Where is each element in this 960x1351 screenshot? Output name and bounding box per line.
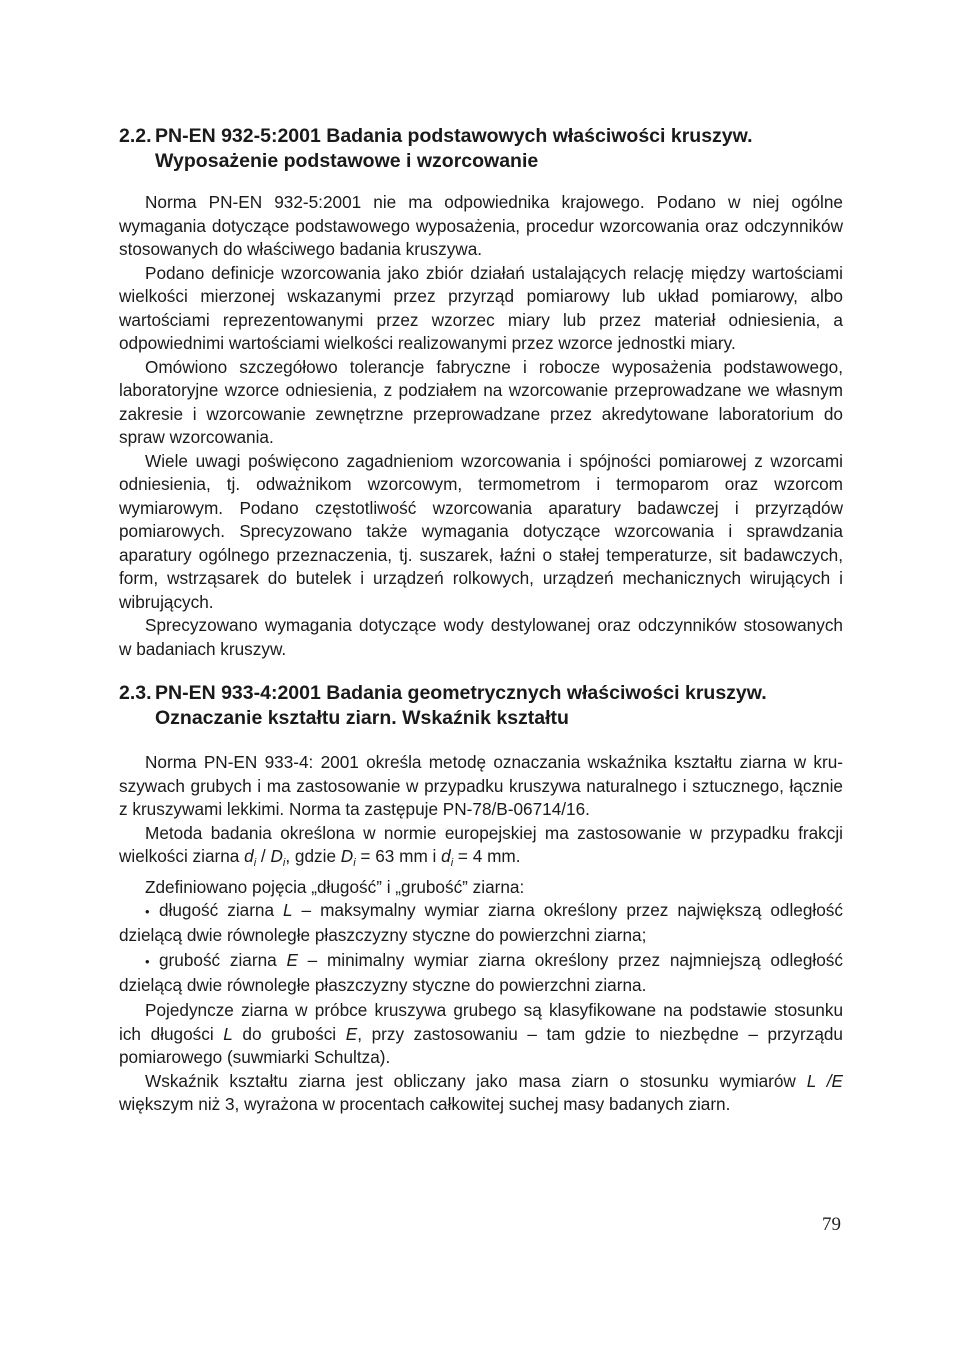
formula-di: $d_i$ bbox=[244, 846, 257, 869]
bullet-icon: • bbox=[145, 904, 150, 919]
paragraph: Norma PN-EN 933-4: 2001 określa metodę oznaczania wskaźnika kształtu ziarna w kruszywach grubych i ma zastosowanie w przypadku kruszywa naturalnego i sztucznego, łącznie z kruszywami lekkimi. Norma ta zastępuje PN-78/B-06714/16. bbox=[119, 752, 843, 819]
section-title-line-1: PN-EN 933-4:2001 Badania geometrycznych właściwości kruszyw. bbox=[155, 682, 767, 704]
section-number: 2.3. bbox=[119, 682, 152, 704]
list-item: • długość ziarna L – maksymalny wymiar ziarna określony przez największą odległość dzielącą dwie równoległe płaszczyzny styczne do powierzchni ziarna; bbox=[119, 900, 843, 945]
section-2-2 bbox=[119, 124, 843, 661]
paragraph: Norma PN-EN 932-5:2001 nie ma odpowiednika krajowego. Podano w niej ogólne wymagania dotyczące podstawowego wyposażenia, procedur wzorcowania oraz odczynników stosowanych do właściwego badania kruszywa. bbox=[119, 192, 843, 259]
paragraph: Pojedyncze ziarna w próbce kruszywa grubego są klasyfikowane na podstawie stosunku ich długości L do grubości E, przy zastosowaniu – tam gdzie to niezbędne – przyrządu pomiarowego (suwmiarki Schultza). bbox=[119, 1000, 843, 1067]
section-title-line-2: Oznaczanie kształtu ziarn. Wskaźnik kształtu bbox=[155, 707, 569, 729]
paragraph-with-formula: Metoda badania określona w normie europejskiej ma zastosowanie w przypadku frakcji wielkości ziarna $d_i / D_i$, gdzie $D_i = 63$ mm i $d_i = 4$ mm. bbox=[119, 822, 843, 869]
section-number: 2.2. bbox=[119, 125, 152, 147]
paragraph: Omówiono szczegółowo tolerancje fabryczne i robocze wyposażenia podstawowego, laboratoryjne wzorce odniesienia, z podziałem na wzorcowanie przeprowadzane we własnym zakresie i wzorcowanie zewnętrzne przeprowadzane przez akredytowane laboratorium do spraw wzorcowania. bbox=[119, 356, 843, 447]
formula-Di: $D_i$ bbox=[340, 846, 356, 869]
paragraph: Wskaźnik kształtu ziarna jest obliczany jako masa ziarn o stosunku wymiarów L /E większym niż 3, wyrażona w procentach całkowitej suchej masy badanych ziarn. bbox=[119, 1070, 844, 1114]
section-heading bbox=[119, 681, 843, 731]
formula-Di: $D_i$ bbox=[270, 846, 286, 869]
list-item: • grubość ziarna E – minimalny wymiar ziarna określony przez najmniejszą odległość dzielącą dwie równoległe płaszczyzny styczne do powierzchni ziarna. bbox=[119, 950, 843, 995]
section-title-line-2: Wyposażenie podstawowe i wzorcowanie bbox=[155, 150, 539, 172]
section-heading bbox=[119, 124, 843, 174]
paragraph-text: Metoda badania określona w normie europejskiej ma zastosowanie w przypadku frakcji wielkości ziarna bbox=[119, 822, 843, 866]
page-number: 79 bbox=[822, 1214, 841, 1235]
section-title bbox=[155, 124, 843, 174]
paragraph: Podano definicje wzorcowania jako zbiór działań ustalających relację między wartościami wielkości mierzonej wskazanymi przez przyrząd pomiarowy lub układ pomiarowy, albo wartościami reprezentowanymi przez wzorzec miary lub przez materiał odniesienia, a odpowiednimi wartościami wielkości realizowanymi przez wzorce jednostki miary. bbox=[119, 262, 843, 353]
definition-list bbox=[119, 899, 843, 997]
section-title-line-1: PN-EN 932-5:2001 Badania podstawowych właściwości kruszyw. bbox=[155, 125, 753, 147]
formula-di: $d_i$ bbox=[441, 846, 454, 869]
bullet-icon: • bbox=[145, 954, 150, 969]
section-title bbox=[155, 681, 843, 731]
paragraph: Wiele uwagi poświęcono zagadnieniom wzorcowania i spójności pomiarowej z wzorcami odniesienia, tj. odważnikom wzorcowym, termometrom i termoparom oraz wzorcom wymiarowym. Podano częstotliwość wzorcowania aparatury badawczej i przyrządów pomiarowych. Sprecyzowano także wymagania dotyczące wzorcowania i sprawdzania aparatury ogólnego przeznaczenia, tj. suszarek, łaźni o stałej temperaturze, sit badawczych, form, wstrząsarek do butelek i urządzeń rolkowych, urządzeń mechanicznych wirujących i wibrujących. bbox=[119, 450, 843, 612]
section-2-3 bbox=[119, 681, 843, 1117]
page-content bbox=[119, 124, 843, 1117]
paragraph: Zdefiniowano pojęcia „długość” i „grubość” ziarna: bbox=[145, 876, 525, 897]
paragraph: Sprecyzowano wymagania dotyczące wody destylowanej oraz odczynników stosowanych w badaniach kruszyw. bbox=[119, 615, 843, 659]
